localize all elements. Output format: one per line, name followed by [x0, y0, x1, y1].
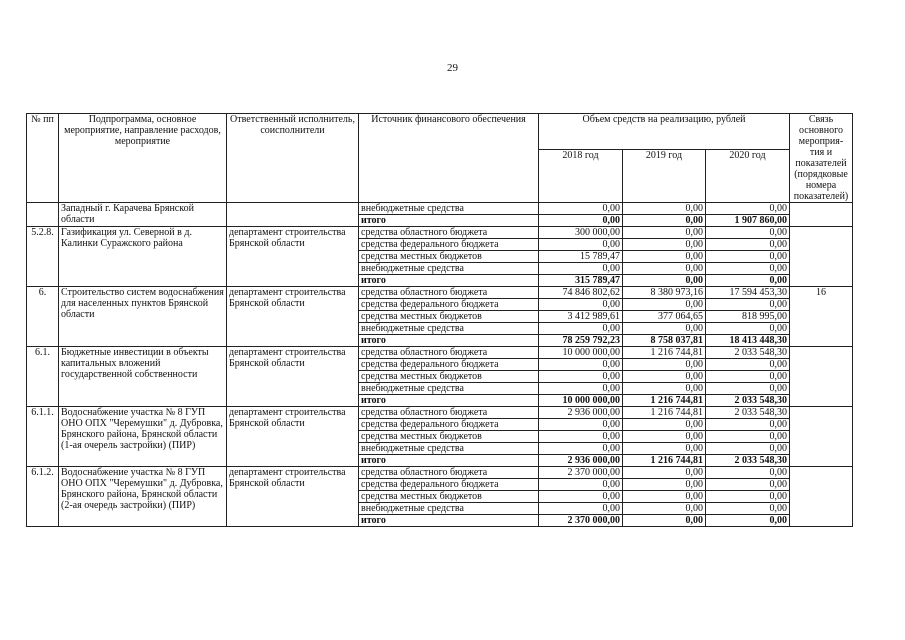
header-link: Связь основного мероприя-тия и показателей (порядковые номера показателей): [790, 114, 853, 203]
funding-source: средства местных бюджетов: [359, 491, 539, 503]
value-2020: 0,00: [706, 323, 790, 335]
header-source: Источник финансового обеспечения: [359, 114, 539, 203]
item-executor: [227, 203, 359, 227]
item-name: Бюджетные инвестиции в объекты капитальных вложений государственной собственности: [59, 347, 227, 407]
value-2020: 2 033 548,30: [706, 455, 790, 467]
value-2018: 15 789,47: [539, 251, 623, 263]
funding-source: внебюджетные средства: [359, 203, 539, 215]
value-2019: 0,00: [623, 359, 706, 371]
value-2020: 0,00: [706, 383, 790, 395]
value-2019: 0,00: [623, 299, 706, 311]
item-number: 6.1.2.: [27, 467, 59, 527]
value-2018: 0,00: [539, 479, 623, 491]
value-2020: 0,00: [706, 371, 790, 383]
indicator-link: [790, 203, 853, 227]
value-2019: 0,00: [623, 515, 706, 527]
item-number: [27, 203, 59, 227]
funding-source: средства областного бюджета: [359, 467, 539, 479]
value-2019: 0,00: [623, 371, 706, 383]
value-2019: 0,00: [623, 431, 706, 443]
value-2018: 0,00: [539, 491, 623, 503]
value-2020: 0,00: [706, 443, 790, 455]
funding-source: средства областного бюджета: [359, 407, 539, 419]
funding-source: внебюджетные средства: [359, 443, 539, 455]
value-2018: 0,00: [539, 263, 623, 275]
item-name: Строительство систем водоснабжения для населенных пунктов Брянской области: [59, 287, 227, 347]
item-number: 5.2.8.: [27, 227, 59, 287]
value-2018: 0,00: [539, 239, 623, 251]
header-year-2018: 2018 год: [539, 149, 623, 202]
value-2019: 0,00: [623, 467, 706, 479]
value-2018: 74 846 802,62: [539, 287, 623, 299]
item-name: Газификация ул. Северной в д. Калинки Суражского района: [59, 227, 227, 287]
page-number: 29: [447, 62, 458, 74]
value-2020: 2 033 548,30: [706, 347, 790, 359]
funding-source: средства федерального бюджета: [359, 479, 539, 491]
value-2018: 2 370 000,00: [539, 515, 623, 527]
value-2018: 0,00: [539, 203, 623, 215]
value-2020: 0,00: [706, 239, 790, 251]
funding-source: средства областного бюджета: [359, 347, 539, 359]
value-2020: 0,00: [706, 515, 790, 527]
funding-source: средства местных бюджетов: [359, 251, 539, 263]
value-2019: 0,00: [623, 275, 706, 287]
value-2019: 0,00: [623, 323, 706, 335]
header-year-2019: 2019 год: [623, 149, 706, 202]
table-header: [27, 114, 853, 203]
value-2019: 8 380 973,16: [623, 287, 706, 299]
indicator-link: [790, 227, 853, 287]
value-2019: 8 758 037,81: [623, 335, 706, 347]
value-2018: 0,00: [539, 359, 623, 371]
value-2018: 300 000,00: [539, 227, 623, 239]
value-2018: 0,00: [539, 431, 623, 443]
value-2018: 0,00: [539, 371, 623, 383]
value-2018: 2 936 000,00: [539, 407, 623, 419]
value-2020: 0,00: [706, 299, 790, 311]
value-2019: 0,00: [623, 203, 706, 215]
header-no: № пп: [27, 114, 59, 203]
value-2019: 0,00: [623, 263, 706, 275]
table-row: [27, 467, 853, 479]
value-2019: 0,00: [623, 503, 706, 515]
item-number: 6.: [27, 287, 59, 347]
item-executor: департамент строительства Брянской области: [227, 347, 359, 407]
value-2018: 0,00: [539, 323, 623, 335]
value-2019: 0,00: [623, 227, 706, 239]
funding-source: средства федерального бюджета: [359, 419, 539, 431]
table-row: [27, 227, 853, 239]
value-2020: 18 413 448,30: [706, 335, 790, 347]
funding-source: итого: [359, 455, 539, 467]
value-2020: 0,00: [706, 503, 790, 515]
funding-source: средства областного бюджета: [359, 287, 539, 299]
value-2018: 10 000 000,00: [539, 395, 623, 407]
indicator-link: [790, 467, 853, 527]
funding-source: средства областного бюджета: [359, 227, 539, 239]
value-2020: 0,00: [706, 203, 790, 215]
value-2019: 0,00: [623, 491, 706, 503]
value-2018: 315 789,47: [539, 275, 623, 287]
funding-source: итого: [359, 275, 539, 287]
table-body: [27, 203, 853, 527]
value-2020: 0,00: [706, 359, 790, 371]
funding-source: итого: [359, 515, 539, 527]
value-2020: 2 033 548,30: [706, 395, 790, 407]
value-2018: 0,00: [539, 299, 623, 311]
funding-source: внебюджетные средства: [359, 383, 539, 395]
value-2019: 1 216 744,81: [623, 455, 706, 467]
item-name: Западный г. Карачева Брянской области: [59, 203, 227, 227]
value-2020: 0,00: [706, 491, 790, 503]
item-name: Водоснабжение участка № 8 ГУП ОНО ОПХ "Черемушки" д. Дубровка, Брянского района, Брянской области (2-ая очередь застройки) (ПИР): [59, 467, 227, 527]
value-2020: 0,00: [706, 467, 790, 479]
value-2018: 2 370 000,00: [539, 467, 623, 479]
value-2020: 0,00: [706, 227, 790, 239]
funding-source: средства местных бюджетов: [359, 371, 539, 383]
value-2019: 377 064,65: [623, 311, 706, 323]
value-2020: 1 907 860,00: [706, 215, 790, 227]
indicator-link: [790, 347, 853, 407]
value-2018: 2 936 000,00: [539, 455, 623, 467]
table-row: [27, 203, 853, 215]
value-2020: 0,00: [706, 419, 790, 431]
value-2019: 0,00: [623, 443, 706, 455]
value-2020: 17 594 453,30: [706, 287, 790, 299]
item-executor: департамент строительства Брянской области: [227, 467, 359, 527]
budget-table: [26, 113, 853, 527]
header-name: Подпрограмма, основное мероприятие, направление расходов, мероприятие: [59, 114, 227, 203]
value-2019: 0,00: [623, 419, 706, 431]
indicator-link: 16: [790, 287, 853, 347]
funding-source: внебюджетные средства: [359, 503, 539, 515]
table-row: [27, 347, 853, 359]
item-executor: департамент строительства Брянской области: [227, 407, 359, 467]
item-number: 6.1.1.: [27, 407, 59, 467]
value-2019: 1 216 744,81: [623, 347, 706, 359]
indicator-link: [790, 407, 853, 467]
item-number: 6.1.: [27, 347, 59, 407]
value-2019: 1 216 744,81: [623, 407, 706, 419]
funding-source: средства местных бюджетов: [359, 431, 539, 443]
value-2019: 0,00: [623, 215, 706, 227]
item-executor: департамент строительства Брянской области: [227, 227, 359, 287]
funding-source: внебюджетные средства: [359, 263, 539, 275]
funding-source: итого: [359, 215, 539, 227]
table-row: [27, 287, 853, 299]
value-2018: 78 259 792,23: [539, 335, 623, 347]
funding-source: средства федерального бюджета: [359, 239, 539, 251]
value-2018: 0,00: [539, 503, 623, 515]
value-2018: 3 412 989,61: [539, 311, 623, 323]
funding-source: средства федерального бюджета: [359, 299, 539, 311]
header-year-2020: 2020 год: [706, 149, 790, 202]
value-2020: 0,00: [706, 479, 790, 491]
item-name: Водоснабжение участка № 8 ГУП ОНО ОПХ "Черемушки" д. Дубровка, Брянского района, Брянской области (1-ая очерель застройки) (ПИР): [59, 407, 227, 467]
header-volume: Объем средств на реализацию, рублей: [539, 114, 790, 150]
value-2019: 0,00: [623, 251, 706, 263]
value-2018: 0,00: [539, 419, 623, 431]
value-2020: 0,00: [706, 263, 790, 275]
value-2018: 0,00: [539, 383, 623, 395]
value-2019: 0,00: [623, 383, 706, 395]
header-executor: Ответственный исполнитель, соисполнители: [227, 114, 359, 203]
funding-source: средства местных бюджетов: [359, 311, 539, 323]
item-executor: департамент строительства Брянской области: [227, 287, 359, 347]
value-2018: 0,00: [539, 443, 623, 455]
value-2019: 0,00: [623, 479, 706, 491]
value-2020: 0,00: [706, 431, 790, 443]
value-2020: 0,00: [706, 251, 790, 263]
funding-source: итого: [359, 335, 539, 347]
value-2020: 2 033 548,30: [706, 407, 790, 419]
table-row: [27, 407, 853, 419]
funding-source: средства федерального бюджета: [359, 359, 539, 371]
value-2019: 0,00: [623, 239, 706, 251]
funding-source: итого: [359, 395, 539, 407]
value-2020: 818 995,00: [706, 311, 790, 323]
value-2019: 1 216 744,81: [623, 395, 706, 407]
value-2018: 10 000 000,00: [539, 347, 623, 359]
value-2018: 0,00: [539, 215, 623, 227]
value-2020: 0,00: [706, 275, 790, 287]
funding-source: внебюджетные средства: [359, 323, 539, 335]
